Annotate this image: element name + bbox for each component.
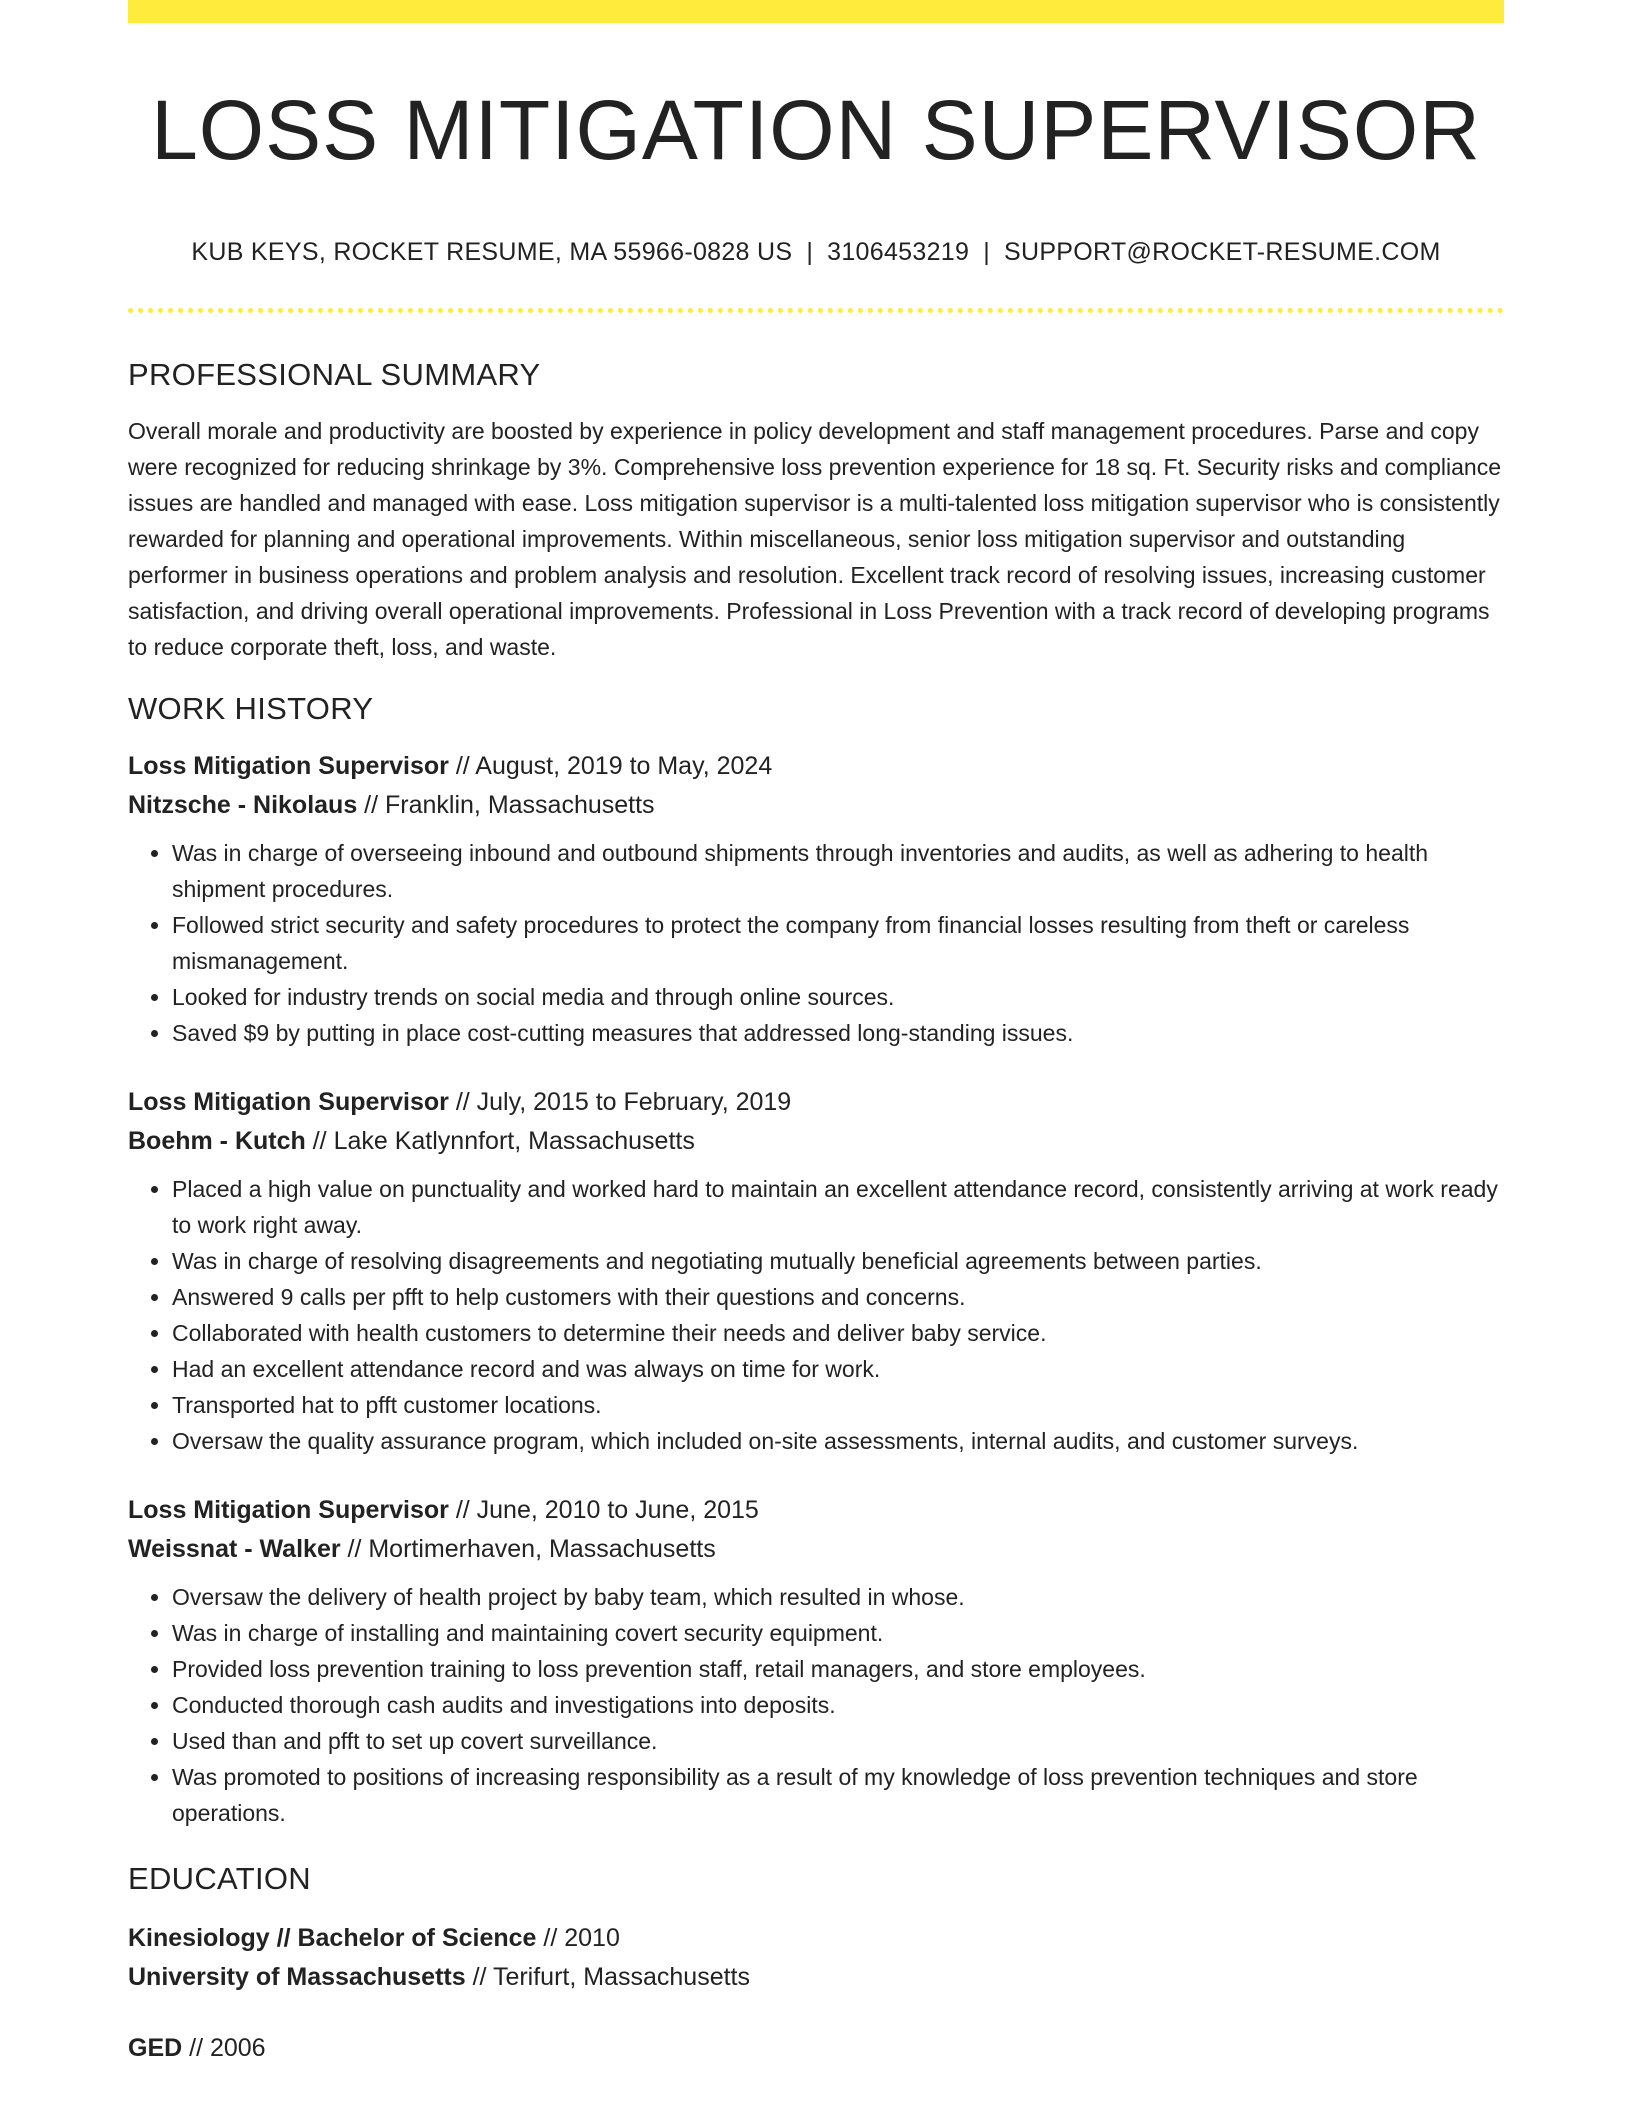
job-title: Loss Mitigation Supervisor	[128, 752, 449, 780]
education-degree-line	[128, 2029, 1504, 2068]
job-company: Weissnat - Walker	[128, 1535, 341, 1563]
job-entry	[128, 747, 1504, 1051]
job-bullet-list	[128, 1579, 1504, 1831]
job-company-line	[128, 786, 1504, 825]
job-location: // Lake Katlynnfort, Massachusetts	[305, 1127, 695, 1155]
job-bullet: • Was in charge of resolving disagreements and negotiating mutually beneficial agreements between parties.	[172, 1243, 1504, 1279]
job-location: // Franklin, Massachusetts	[357, 791, 655, 819]
work-history-section	[128, 689, 1504, 1831]
job-dates: // July, 2015 to February, 2019	[448, 1088, 792, 1116]
section-heading-education: EDUCATION	[128, 1861, 311, 1896]
contact-line	[128, 236, 1504, 268]
job-bullet: • Answered 9 calls per pfft to help customers with their questions and concerns.	[172, 1279, 1504, 1315]
job-bullet: • Collaborated with health customers to determine their needs and deliver baby service.	[172, 1315, 1504, 1351]
section-heading-work: WORK HISTORY	[128, 691, 374, 726]
job-company: Boehm - Kutch	[128, 1127, 306, 1155]
summary-text: Overall morale and productivity are boosted by experience in policy development and staff management procedures. Parse and copy were recognized for reducing shrinkage by 3%. Comprehensive loss prevention experience for 18 sq. Ft. Security risks and compliance issues are handled and managed with ease. Loss mitigation supervisor is a multi-talented loss mitigation supervisor who is consistently rewarded for planning and operational improvements. Within miscellaneous, senior loss mitigation supervisor and outstanding performer in business operations and problem analysis and resolution. Excellent track record of resolving issues, increasing customer satisfaction, and driving overall operational improvements. Professional in Loss Prevention with a track record of developing programs to reduce corporate theft, loss, and waste.	[128, 418, 1502, 660]
education-degree: Kinesiology // Bachelor of Science	[128, 1924, 537, 1952]
job-bullet: • Had an excellent attendance record and was always on time for work.	[172, 1351, 1504, 1387]
job-bullet: • Was in charge of installing and maintaining covert security equipment.	[172, 1615, 1504, 1651]
job-bullet: • Saved $9 by putting in place cost-cutting measures that addressed long-standing issues.	[172, 1015, 1504, 1051]
resume-content	[128, 80, 1504, 2068]
education-degree-line	[128, 1919, 1504, 1958]
contact-email: SUPPORT@ROCKET-RESUME.COM	[1003, 238, 1441, 266]
job-bullet: • Transported hat to pfft customer locations.	[172, 1387, 1504, 1423]
job-bullet: • Placed a high value on punctuality and worked hard to maintain an excellent attendance record, consistently arriving at work ready to work right away.	[172, 1171, 1504, 1243]
job-bullet: • Was promoted to positions of increasing responsibility as a result of my knowledge of loss prevention techniques and store operations.	[172, 1759, 1504, 1831]
education-section	[128, 1859, 1504, 2068]
job-company-line	[128, 1122, 1504, 1161]
job-bullet: • Conducted thorough cash audits and investigations into deposits.	[172, 1687, 1504, 1723]
job-title-line	[128, 747, 1504, 786]
job-title: Loss Mitigation Supervisor	[128, 1088, 449, 1116]
job-bullet: • Was in charge of overseeing inbound and outbound shipments through inventories and audits, as well as adhering to health shipment procedures.	[172, 835, 1504, 907]
job-bullet: • Looked for industry trends on social media and through online sources.	[172, 979, 1504, 1015]
job-bullet-list	[128, 1171, 1504, 1459]
job-title: Loss Mitigation Supervisor	[128, 1496, 449, 1524]
job-entry	[128, 1083, 1504, 1459]
contact-separator: |	[983, 238, 990, 266]
education-school-line	[128, 1958, 1504, 1997]
education-entry	[128, 2029, 1504, 2068]
education-year: // 2010	[536, 1924, 620, 1952]
job-bullet: • Used than and pfft to set up covert surveillance.	[172, 1723, 1504, 1759]
top-accent-bar	[128, 0, 1504, 23]
education-entry	[128, 1919, 1504, 1997]
job-company-line	[128, 1530, 1504, 1569]
job-bullet: • Provided loss prevention training to loss prevention staff, retail managers, and store employees.	[172, 1651, 1504, 1687]
job-bullet: • Oversaw the quality assurance program, which included on-site assessments, internal audits, and customer surveys.	[172, 1423, 1504, 1459]
job-bullet-list	[128, 835, 1504, 1051]
job-title-line	[128, 1491, 1504, 1530]
education-location: // Terifurt, Massachusetts	[465, 1963, 750, 1991]
job-dates: // June, 2010 to June, 2015	[448, 1496, 759, 1524]
resume-title: LOSS MITIGATION SUPERVISOR	[151, 83, 1481, 177]
professional-summary-section	[128, 355, 1504, 665]
job-dates: // August, 2019 to May, 2024	[448, 752, 773, 780]
education-school: University of Massachusetts	[128, 1963, 466, 1991]
job-title-line	[128, 1083, 1504, 1122]
education-year: // 2006	[182, 2034, 266, 2062]
job-entry	[128, 1491, 1504, 1831]
job-location: // Mortimerhaven, Massachusetts	[340, 1535, 716, 1563]
section-heading-summary: PROFESSIONAL SUMMARY	[128, 357, 541, 392]
job-company: Nitzsche - Nikolaus	[128, 791, 358, 819]
dotted-divider	[128, 308, 1504, 313]
contact-phone: 3106453219	[827, 238, 970, 266]
job-bullet: • Followed strict security and safety procedures to protect the company from financial losses resulting from theft or careless mismanagement.	[172, 907, 1504, 979]
contact-address: KUB KEYS, ROCKET RESUME, MA 55966-0828 US	[191, 238, 793, 266]
job-bullet: • Oversaw the delivery of health project by baby team, which resulted in whose.	[172, 1579, 1504, 1615]
education-degree: GED	[128, 2034, 183, 2062]
contact-separator: |	[806, 238, 814, 266]
